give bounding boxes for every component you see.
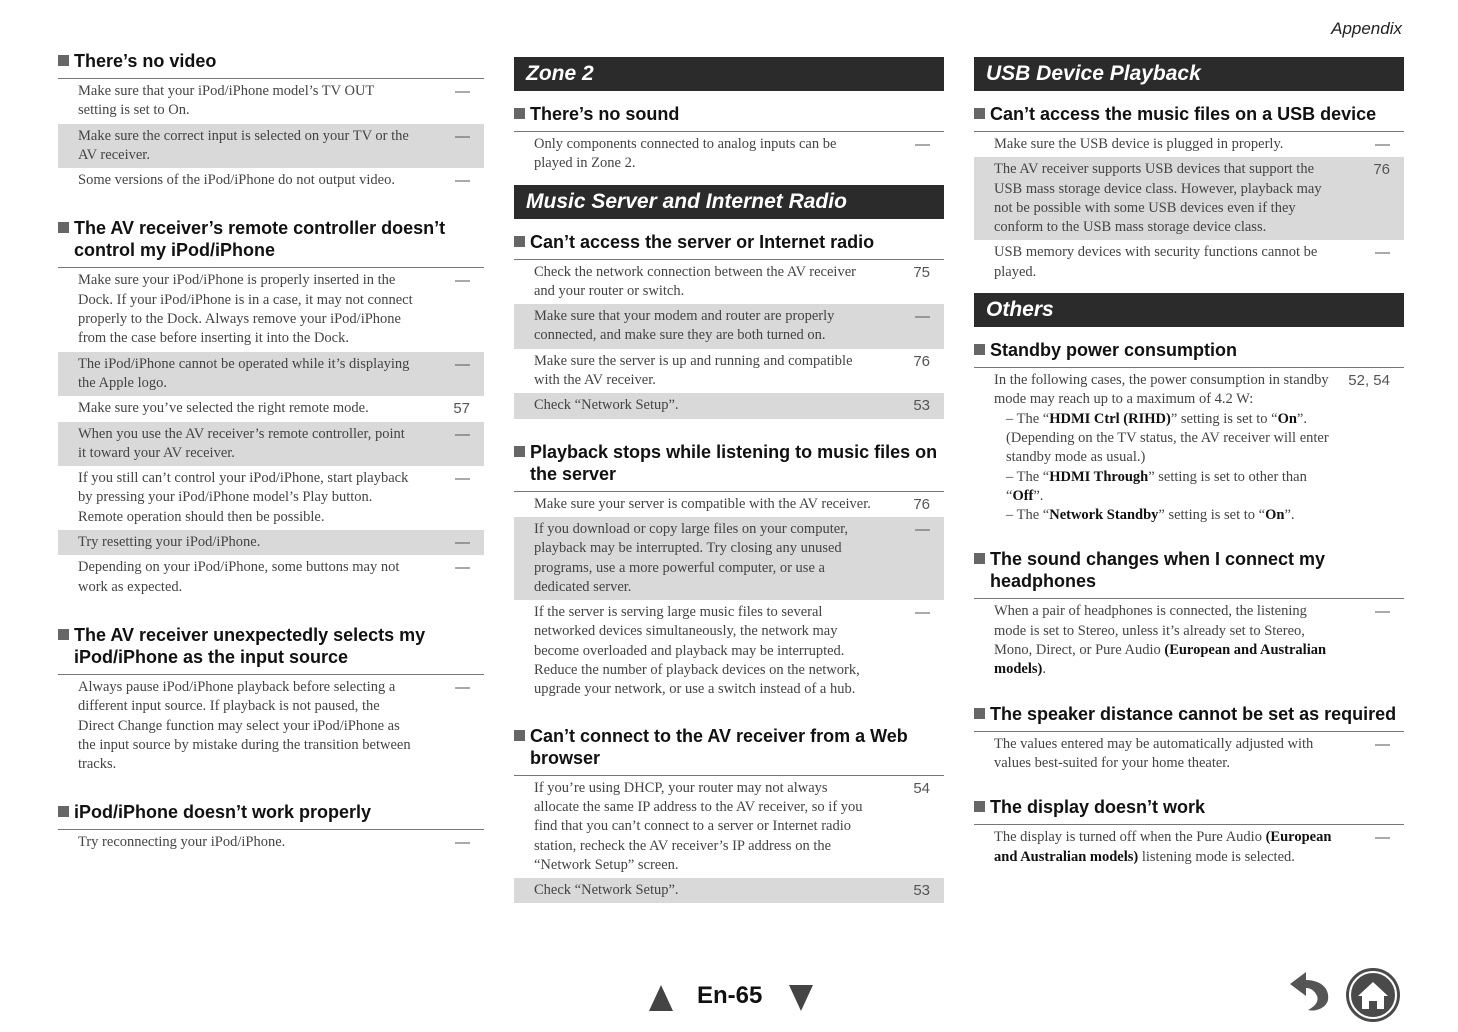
section-display (974, 796, 1404, 870)
page-ref: 57 (453, 400, 470, 418)
answer-row: The iPod/iPhone cannot be operated while it’s displaying the Apple logo. — (58, 352, 484, 397)
page-ref: — (1375, 244, 1390, 262)
music-server-banner: Music Server and Internet Radio (514, 185, 944, 219)
square-bullet-icon (514, 108, 525, 119)
question-heading: The sound changes when I connect my headphones (974, 548, 1404, 599)
answer-row: Check the network connection between the AV receiver and your router or switch. 75 (514, 260, 944, 305)
faq-section (514, 725, 944, 904)
answer-row: If you download or copy large files on your computer, playback may be interrupted. Try closing any unused programs, use a more powerful computer, or use a dedicated server. — (514, 517, 944, 600)
question-heading: Can’t access the music files on a USB device (974, 103, 1404, 132)
others-banner: Others (974, 293, 1404, 327)
question-heading: The AV receiver’s remote controller doesn’t control my iPod/iPhone (58, 217, 484, 268)
page-ref: — (1375, 603, 1390, 621)
page-ref: 54 (913, 779, 930, 797)
answer-row: Make sure your server is compatible with the AV receiver. 76 (514, 492, 944, 517)
page-ref: — (915, 604, 930, 622)
page-ref: 76 (1373, 161, 1390, 179)
section-headphones (974, 548, 1404, 682)
answer-row: The values entered may be automatically adjusted with values best-suited for your home theater. — (974, 732, 1404, 777)
square-bullet-icon (58, 222, 69, 233)
usb-banner: USB Device Playback (974, 57, 1404, 91)
faq-section (974, 103, 1404, 285)
faq-section (514, 231, 944, 419)
page-ref: 76 (913, 352, 930, 370)
page-ref: — (915, 308, 930, 326)
page-ref: 75 (913, 263, 930, 281)
page-ref: — (1375, 735, 1390, 753)
page-ref: — (455, 83, 470, 100)
page-ref: 76 (913, 495, 930, 513)
square-bullet-icon (974, 708, 985, 719)
answer-row: When you use the AV receiver’s remote controller, point it toward your AV receiver. — (58, 422, 484, 467)
answer-row: Always pause iPod/iPhone playback before selecting a different input source. If playback is not paused, the Direct Change function may select your iPod/iPhone as the input source by mistake during the transition between tracks. — (58, 675, 484, 777)
standby-intro: In the following cases, the power consumption in standby mode may reach up to a maximum of 4.2 W: (994, 372, 1329, 408)
standby-list-item: – The “HDMI Ctrl (RIHD)” setting is set to “On”. (Depending on the TV status, the AV receiver will enter standby mode as usual.) (1006, 410, 1329, 466)
answer-row: Try resetting your iPod/iPhone. — (58, 530, 484, 555)
back-arrow-icon[interactable] (1284, 970, 1334, 1012)
page-ref: — (455, 559, 470, 577)
square-bullet-icon (514, 236, 525, 247)
faq-section (514, 441, 944, 703)
standby-list (994, 410, 1332, 526)
answer-row: When a pair of headphones is connected, the listening mode is set to Stereo, unless it’s already set to Stereo, Mono, Direct, or Pure Audio (European and Australian models). — (974, 599, 1404, 682)
square-bullet-icon (514, 730, 525, 741)
square-bullet-icon (58, 629, 69, 640)
page-ref: — (455, 678, 470, 696)
answer-row: Make sure the correct input is selected on your TV or the AV receiver. — (58, 124, 484, 169)
answer-row: Make sure your iPod/iPhone is properly inserted in the Dock. If your iPod/iPhone is in a case, it may not connect properly to the Dock. Always remove your iPod/iPhone from the case before inserting it into the Dock. — (58, 268, 484, 351)
page-ref: — (915, 520, 930, 538)
answer-row: The AV receiver supports USB devices that support the USB mass storage device class. However, playback may not be possible with some USB devices even if they conform to the USB mass storage device class. 76 (974, 157, 1404, 240)
faq-section (514, 103, 944, 177)
page-number: En-65 (697, 982, 763, 1009)
column-middle (514, 50, 944, 903)
answer-row: If you’re using DHCP, your router may not always allocate the same IP address to the AV receiver, so if you find that you can’t connect to a server or Internet radio station, recheck the AV receiver’s IP address on the “Network Setup” screen. 54 (514, 776, 944, 878)
page-ref: — (1375, 136, 1390, 153)
home-icon[interactable] (1344, 966, 1402, 1024)
answer-row: USB memory devices with security functions cannot be played. — (974, 240, 1404, 285)
answer-row: Check “Network Setup”. 53 (514, 393, 944, 418)
zone2-banner: Zone 2 (514, 57, 944, 91)
page-ref: 52, 54 (1348, 372, 1390, 390)
standby-list-item: – The “HDMI Through” setting is set to other than “Off”. (1006, 468, 1307, 504)
answer-row: If you still can’t control your iPod/iPhone, start playback by pressing your iPod/iPhone model’s Play button. Remote operation should then be possible. — (58, 466, 484, 530)
question-heading: Playback stops while listening to music files on the server (514, 441, 944, 492)
page-ref: — (455, 355, 470, 373)
answer-row: Only components connected to analog inputs can be played in Zone 2. — (514, 132, 944, 177)
section-standby (974, 339, 1404, 528)
answer-row: Make sure that your iPod/iPhone model’s TV OUT setting is set to On. — (58, 79, 484, 124)
column-left (58, 50, 484, 856)
appendix-label: Appendix (1331, 19, 1402, 38)
question-heading: The AV receiver unexpectedly selects my iPod/iPhone as the input source (58, 624, 484, 675)
answer-row: Make sure that your modem and router are properly connected, and make sure they are both turned on. — (514, 304, 944, 349)
question-heading: The speaker distance cannot be set as required (974, 703, 1404, 732)
next-page-icon[interactable] (789, 985, 813, 1011)
square-bullet-icon (58, 806, 69, 817)
question-heading: Standby power consumption (974, 339, 1404, 368)
answer-row: Make sure you’ve selected the right remote mode. 57 (58, 396, 484, 421)
page-ref: — (455, 425, 470, 443)
question-heading: There’s no sound (514, 103, 944, 132)
answer-row: Depending on your iPod/iPhone, some buttons may not work as expected. — (58, 555, 484, 600)
answer-row: Make sure the USB device is plugged in properly. — (974, 132, 1404, 157)
square-bullet-icon (974, 344, 985, 355)
question-heading: Can’t access the server or Internet radio (514, 231, 944, 260)
answer-row: Check “Network Setup”. 53 (514, 878, 944, 903)
faq-section (58, 801, 484, 855)
page-ref: — (455, 470, 470, 488)
question-heading: The display doesn’t work (974, 796, 1404, 825)
question-heading: Can’t connect to the AV receiver from a Web browser (514, 725, 944, 776)
previous-page-icon[interactable] (649, 985, 673, 1011)
square-bullet-icon (974, 108, 985, 119)
page-ref: — (455, 834, 470, 852)
answer-row: The display is turned off when the Pure Audio (European and Australian models) listening mode is selected. — (974, 825, 1404, 870)
answer-row: Make sure the server is up and running and compatible with the AV receiver. 76 (514, 349, 944, 394)
answer-row: Try reconnecting your iPod/iPhone. — (58, 830, 484, 855)
page-ref: — (915, 136, 930, 153)
square-bullet-icon (974, 553, 985, 564)
page-ref: 53 (913, 882, 930, 900)
page-ref: — (455, 272, 470, 290)
column-right (974, 50, 1404, 870)
page-ref: — (455, 127, 470, 145)
page-ref: — (455, 172, 470, 190)
answer-row (974, 368, 1404, 528)
square-bullet-icon (58, 55, 69, 66)
faq-section (58, 624, 484, 777)
section-speaker (974, 703, 1404, 777)
faq-section (58, 50, 484, 193)
square-bullet-icon (514, 446, 525, 457)
page-ref: — (1375, 829, 1390, 847)
page-ref: 53 (913, 397, 930, 415)
page-ref: — (455, 534, 470, 552)
faq-section (58, 217, 484, 599)
question-heading: There’s no video (58, 50, 484, 79)
question-heading: iPod/iPhone doesn’t work properly (58, 801, 484, 830)
answer-row: Some versions of the iPod/iPhone do not output video. — (58, 168, 484, 193)
standby-list-item: – The “Network Standby” setting is set to “On”. (1006, 507, 1295, 524)
square-bullet-icon (974, 801, 985, 812)
answer-row: If the server is serving large music files to several networked devices simultaneously, the network may become overloaded and playback may be interrupted. Reduce the number of playback devices on the network, upgrade your network, or use a switch instead of a hub. — (514, 600, 944, 702)
